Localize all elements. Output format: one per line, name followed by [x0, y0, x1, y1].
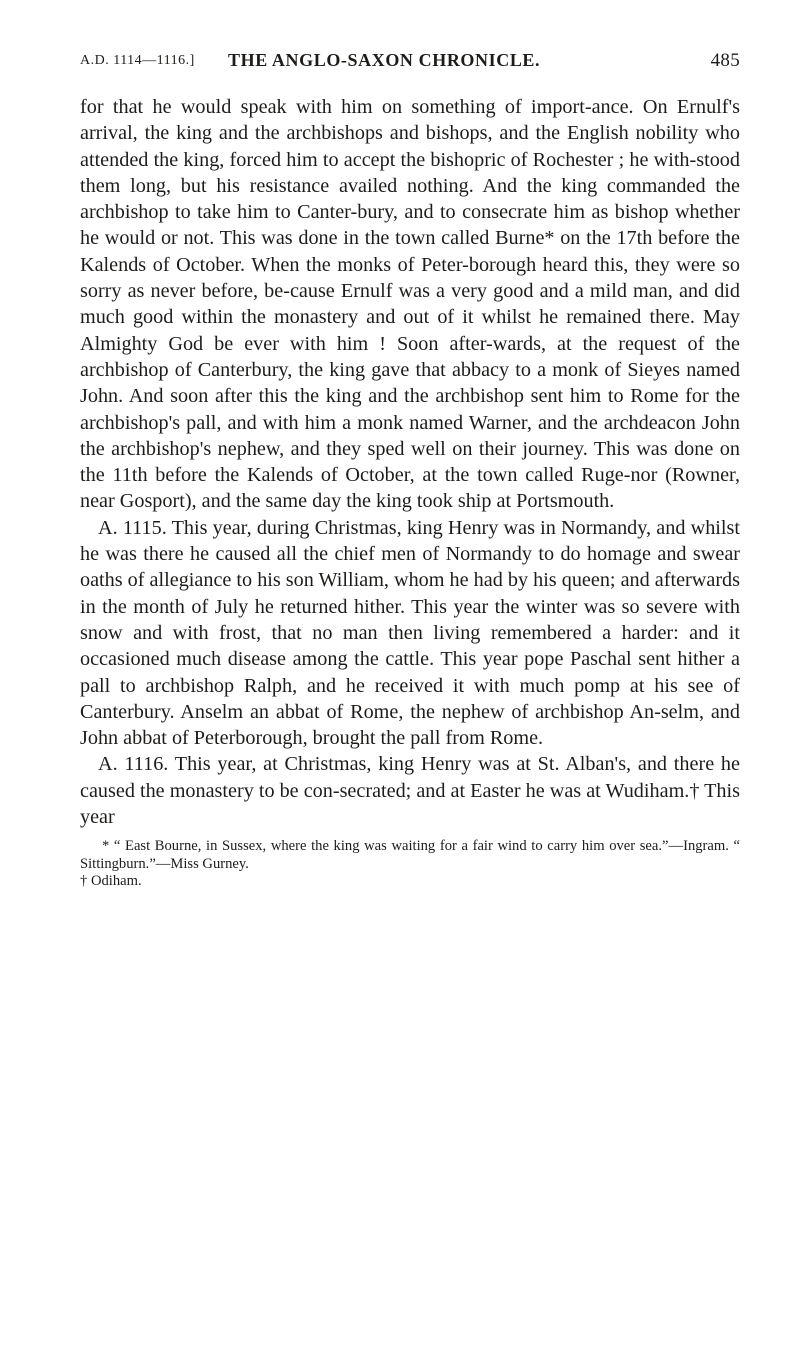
footnote-wudiham: † Odiham. — [80, 873, 142, 890]
paragraph-continuation: for that he would speak with him on something of import-ance. On Ernulf's arrival, the king and the archbishops and bishops, and the English nobility who attended the king, forced him to accept the bishopric of Rochester ; he with-stood them long, but his resistance availed nothing. And the king commanded the archbishop to take him to Canter-bury, and to consecrate him as bishop whether he would or not. This was done in the town called Burne* on the 17th before the Kalends of October. When the monks of Peter-borough heard this, they were so sorry as never before, be-cause Ernulf was a very good and a mild man, and did much good within the monastery and out of it whilst he remained there. May Almighty God be ever with him ! Soon after-wards, at the request of the archbishop of Canterbury, the king gave that abbacy to a monk of Sieyes named John. And soon after this the king and the archbishop sent him to Rome for the archbishop's pall, and with him a monk named Warner, and the archdeacon John the archbishop's nephew, and they sped well on their journey. This was done on the 11th before the Kalends of October, at the town called Ruge-nor (Rowner, near Gosport), and the same day the king took ship at Portsmouth. — [80, 96, 740, 513]
page-number: 485 — [710, 50, 740, 71]
paragraph-year-1115: A. 1115. This year, during Christmas, king Henry was in Normandy, and whilst he was there he caused all the chief men of Normandy to do homage and swear oaths of allegiance to his son William, whom he had by his queen; and afterwards in the month of July he returned hither. This year the winter was so severe with snow and with frost, that no man then living remembered a harder: and it occasioned much disease among the cattle. This year pope Paschal sent hither a pall to archbishop Ralph, and he received it with much pomp at his see of Canterbury. Anselm an abbat of Rome, the nephew of archbishop An-selm, and John abbat of Peterborough, brought the pall from Rome. — [80, 516, 740, 750]
running-head-date-range: A.D. 1114—1116.] — [80, 53, 195, 68]
paragraph-year-1116: A. 1116. This year, at Christmas, king Henry was at St. Alban's, and there he caused the monastery to be con-secrated; and at Easter he was at Wudiham.† This year — [80, 753, 740, 829]
book-page — [80, 50, 740, 891]
running-head-title: THE ANGLO-SAXON CHRONICLE. — [228, 50, 541, 70]
footnotes — [80, 838, 740, 891]
chronicle-text — [80, 94, 740, 830]
footnote-burne: * “ East Bourne, in Sussex, where the king was waiting for a fair wind to carry him over sea.”—Ingram. “ Sittingburn.”—Miss Gurney. — [80, 838, 740, 872]
running-head — [80, 50, 740, 84]
